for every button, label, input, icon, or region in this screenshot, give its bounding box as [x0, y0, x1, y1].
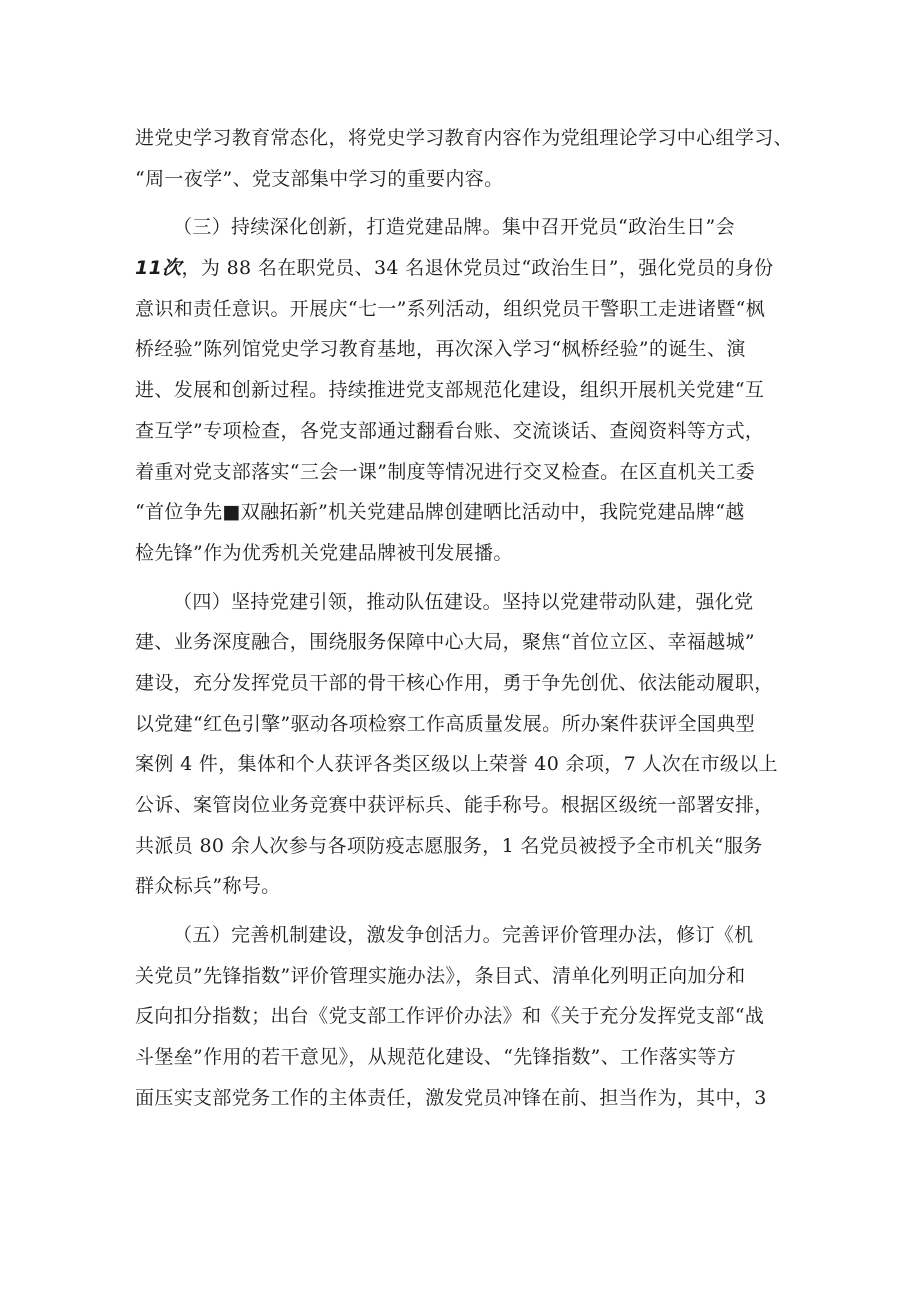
paragraph-line: 公诉、案管岗位业务竞赛中获评标兵、能手称号。根据区级统一部署安排， [135, 794, 774, 816]
section-heading-line: （五）完善机制建设，激发争创活力。完善评价管理办法，修订《机 [173, 924, 754, 947]
paragraph-line [135, 248, 787, 289]
paragraph-line: 共派员 80 余人次参与各项防疫志愿服务，1 名党员被授予全市机关“服务 [135, 834, 763, 857]
paragraph-line: 以党建“红色引擎”驱动各项检察工作高质量发展。所办案件获评全国典型 [135, 712, 755, 735]
paragraph-line: 着重对党支部落实“三会一课”制度等情况进行交叉检查。在区直机关工委 [135, 460, 755, 483]
paragraph-line: 面压实支部党务工作的主体责任，激发党员冲锋在前、担当作为，其中，3 [135, 1086, 767, 1109]
paragraph-text: 双融拓新”机关党建品牌创建晒比活动中，我院党建品牌“越 [240, 501, 745, 524]
section-heading-line: （三）持续深化创新，打造党建品牌。集中召开党员“政治生日”会 [173, 216, 735, 239]
paragraph-line: “周一夜学”、党支部集中学习的重要内容。 [135, 167, 504, 190]
paragraph-line: 斗堡垒”作用的若干意见》，从规范化建设、“先锋指数”、工作落实等方 [135, 1046, 737, 1069]
paragraph-line: 反向扣分指数；出台《党支部工作评价办法》和《关于充分发挥党支部“战 [135, 1005, 765, 1028]
paragraph-line: 检先锋”作为优秀机关党建品牌被刊发展播。 [135, 541, 513, 564]
document-body [135, 118, 793, 1119]
paragraph-line: 进、发展和创新过程。持续推进党支部规范化建设，组织开展机关党建“互 [135, 379, 765, 402]
paragraph-line: 意识和责任意识。开展庆“七一”系列活动，组织党员干警职工走进诸暨“枫 [135, 297, 766, 320]
paragraph-line: 桥经验”陈列馆党史学习教育基地，再次深入学习“枫桥经验”的诞生、演 [135, 338, 746, 361]
paragraph-line: 关党员”先锋指数”评价管理实施办法》，条目式、清单化列明正向加分和 [135, 964, 746, 987]
paragraph-line: 查互学”专项检查，各党支部通过翻看台账、交流谈话、查阅资料等方式， [135, 419, 765, 442]
paragraph-text: ，为 88 名在职党员、34 名退休党员过“政治生日”，强化党员的身份 [181, 257, 774, 280]
paragraph-line: 建、业务深度融合，围绕服务保障中心大局，聚焦“首位立区、幸福越城” [135, 631, 755, 654]
emphasized-unit: 次 [162, 257, 182, 280]
paragraph-line [135, 492, 787, 533]
paragraph-text: “首位争先 [135, 501, 223, 524]
emphasized-number: 11 [135, 257, 163, 280]
paragraph-line: 群众标兵”称号。 [135, 875, 281, 898]
paragraph-line: 案例 4 件，集体和个人获评各类区级以上荣誉 40 余项，7 人次在市级以上 [135, 753, 778, 776]
paragraph-line: 进党史学习教育常态化，将党史学习教育内容作为党组理论学习中心组学习、 [135, 127, 793, 149]
section-heading-line: （四）坚持党建引领，推动队伍建设。坚持以党建带动队建，强化党 [173, 590, 754, 613]
paragraph-line: 建设，充分发挥党员干部的骨干核心作用，勇于争先创优、依法能动履职， [135, 671, 774, 694]
square-glyph: ■ [222, 501, 241, 524]
